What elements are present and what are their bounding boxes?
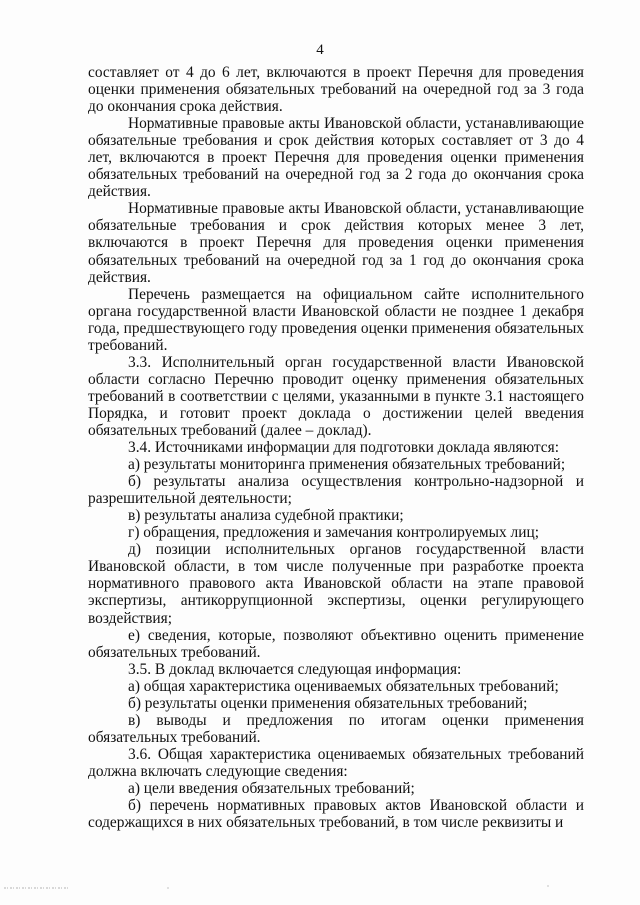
paragraph: а) цели введения обязательных требований; [128, 779, 415, 797]
document-body [88, 64, 584, 831]
paragraph: б) перечень нормативных правовых актов Ивановской области и содержащихся в них обязательных требований, в том числе реквизиты и [88, 797, 584, 832]
paragraph: 3.5. В доклад включается следующая информация: [128, 660, 462, 678]
paragraph: а) общая характеристика оцениваемых обязательных требований; [128, 677, 559, 695]
paragraph: г) обращения, предложения и замечания контролируемых лиц; [128, 524, 539, 542]
paragraph: в) выводы и предложения по итогам оценки применения обязательных требований. [88, 711, 584, 746]
paragraph: б) результаты оценки применения обязательных требований; [128, 694, 528, 712]
paragraph: е) сведения, которые, позволяют объективно оценить применение обязательных требований. [88, 626, 584, 661]
paragraph: Перечень размещается на официальном сайте исполнительного органа государственной власти Ивановской области не позднее 1 декабря года, предшествующего году проведения оценки применения обязательных требований. [88, 285, 584, 354]
paragraph: в) результаты анализа судебной практики; [128, 507, 404, 525]
paragraph: 3.3. Исполнительный орган государственной власти Ивановской области согласно Перечню проводит оценку применения обязательных требований в соответствии с целями, указанными в пункте 3.1 настоящего Порядка, и готовит проект доклада о достижении целей введения обязательных требований (далее – доклад). [88, 353, 584, 439]
paragraph: д) позиции исполнительных органов государственной власти Ивановской области, в том числе полученные при разработке проекта нормативного правового акта Ивановской области на этапе правовой экспертизы, антикоррупционной экспертизы, оценки регулирующего воздействия; [88, 541, 584, 627]
page-number: 4 [316, 42, 324, 58]
paragraph: Нормативные правовые акты Ивановской области, устанавливающие обязательные требования и срок действия которых менее 3 лет, включаются в проект Перечня для проведения оценки применения обязательных требований на очередной год за 1 год до окончания срока действия. [88, 200, 584, 286]
paragraph: 3.6. Общая характеристика оцениваемых обязательных требований должна включать следующие сведения: [88, 745, 584, 780]
paragraph: б) результаты анализа осуществления контрольно-надзорной и разрешительной деятельности; [88, 473, 584, 508]
scan-artifact [0, 880, 640, 900]
paragraph: составляет от 4 до 6 лет, включаются в проект Перечня для проведения оценки применения обязательных требований на очередной год за 3 года до окончания срока действия. [88, 64, 584, 116]
paragraph: а) результаты мониторинга применения обязательных требований; [128, 456, 566, 474]
paragraph: 3.4. Источниками информации для подготовки доклада являются: [128, 439, 559, 457]
paragraph: Нормативные правовые акты Ивановской области, устанавливающие обязательные требования и срок действия которых составляет от 3 до 4 лет, включаются в проект Перечня для проведения оценки применения обязательных требований на очередной год за 2 года до окончания срока действия. [88, 115, 584, 201]
